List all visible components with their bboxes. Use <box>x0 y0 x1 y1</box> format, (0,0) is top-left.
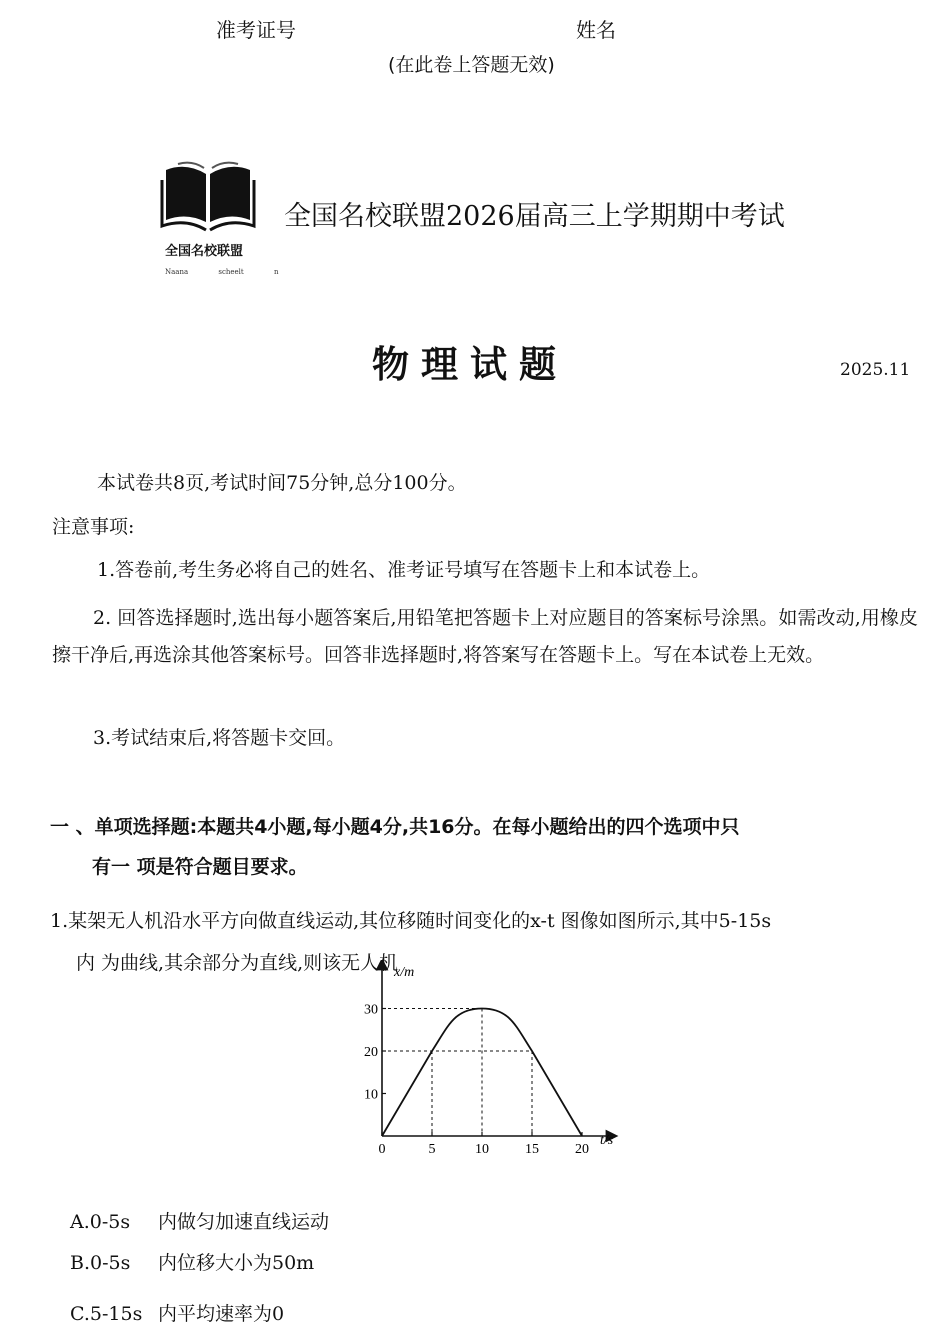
y-tick-label: 10 <box>364 1087 378 1103</box>
subject-title: 物理试题 <box>372 343 568 386</box>
answer-invalid-notice: (在此卷上答题无效) <box>388 54 555 76</box>
y-axis-label: x/m <box>394 965 415 980</box>
notes-heading: 注意事项: <box>52 516 135 538</box>
logo-name: 全国名校联盟 <box>165 244 244 259</box>
question-1-stem-cont: 内 为曲线,其余部分为直线,则该无人机 <box>76 952 399 974</box>
option-a-key: A.0-5s <box>70 1211 131 1233</box>
note-item: 2. 回答选择题时,选出每小题答案后,用铅笔把答题卡上对应题目的答案标号涂黑。如需改动,用橡皮擦干净后,再选涂其他答案标号。回答非选择题时,将答案写在答题卡上。写在本试卷上无效。 <box>52 607 918 666</box>
option-a-text: 内做匀加速直线运动 <box>158 1211 330 1233</box>
logo-subtitle: Naana scheelt n <box>165 268 279 276</box>
x-tick-label: 15 <box>525 1142 539 1157</box>
option-b-key: B.0-5s <box>70 1252 131 1274</box>
x-tick-label: 20 <box>575 1142 589 1157</box>
section-heading: 一 、单项选择题:本题共4小题,每小题4分,共16分。在每小题给出的四个选项中只 <box>50 816 740 838</box>
note-item: 3.考试结束后,将答题卡交回。 <box>93 727 346 749</box>
exam-title: 全国名校联盟2026届高三上学期期中考试 <box>284 201 785 232</box>
name-label: 姓名 <box>576 18 616 42</box>
x-tick-label: 10 <box>475 1142 489 1157</box>
option-c <box>70 1299 284 1326</box>
x-tick-label: 0 <box>378 1142 386 1157</box>
option-b-text: 内位移大小为50m <box>158 1252 315 1274</box>
x-axis-label: t/s <box>600 1133 614 1148</box>
book-icon <box>158 160 258 280</box>
intro-text: 本试卷共8页,考试时间75分钟,总分100分。 <box>97 472 467 494</box>
note-item: 1.答卷前,考生务必将自己的姓名、准考证号填写在答题卡上和本试卷上。 <box>97 559 711 581</box>
option-c-key: C.5-15s <box>70 1303 143 1325</box>
y-tick-label: 30 <box>364 1002 378 1018</box>
question-1-stem: 1.某架无人机沿水平方向做直线运动,其位移随时间变化的x-t 图像如图所示,其中5-15s <box>50 910 772 932</box>
x-tick-label: 5 <box>428 1142 436 1157</box>
option-b <box>70 1248 314 1275</box>
exam-date: 2025.11 <box>840 360 911 380</box>
xt-graph <box>350 960 630 1160</box>
y-tick-label: 20 <box>364 1045 378 1060</box>
exam-id-label: 准考证号 <box>216 18 296 42</box>
option-a <box>70 1207 329 1234</box>
option-c-text: 内平均速率为0 <box>158 1303 285 1325</box>
section-heading-cont: 有一 项是符合题目要求。 <box>92 856 308 878</box>
